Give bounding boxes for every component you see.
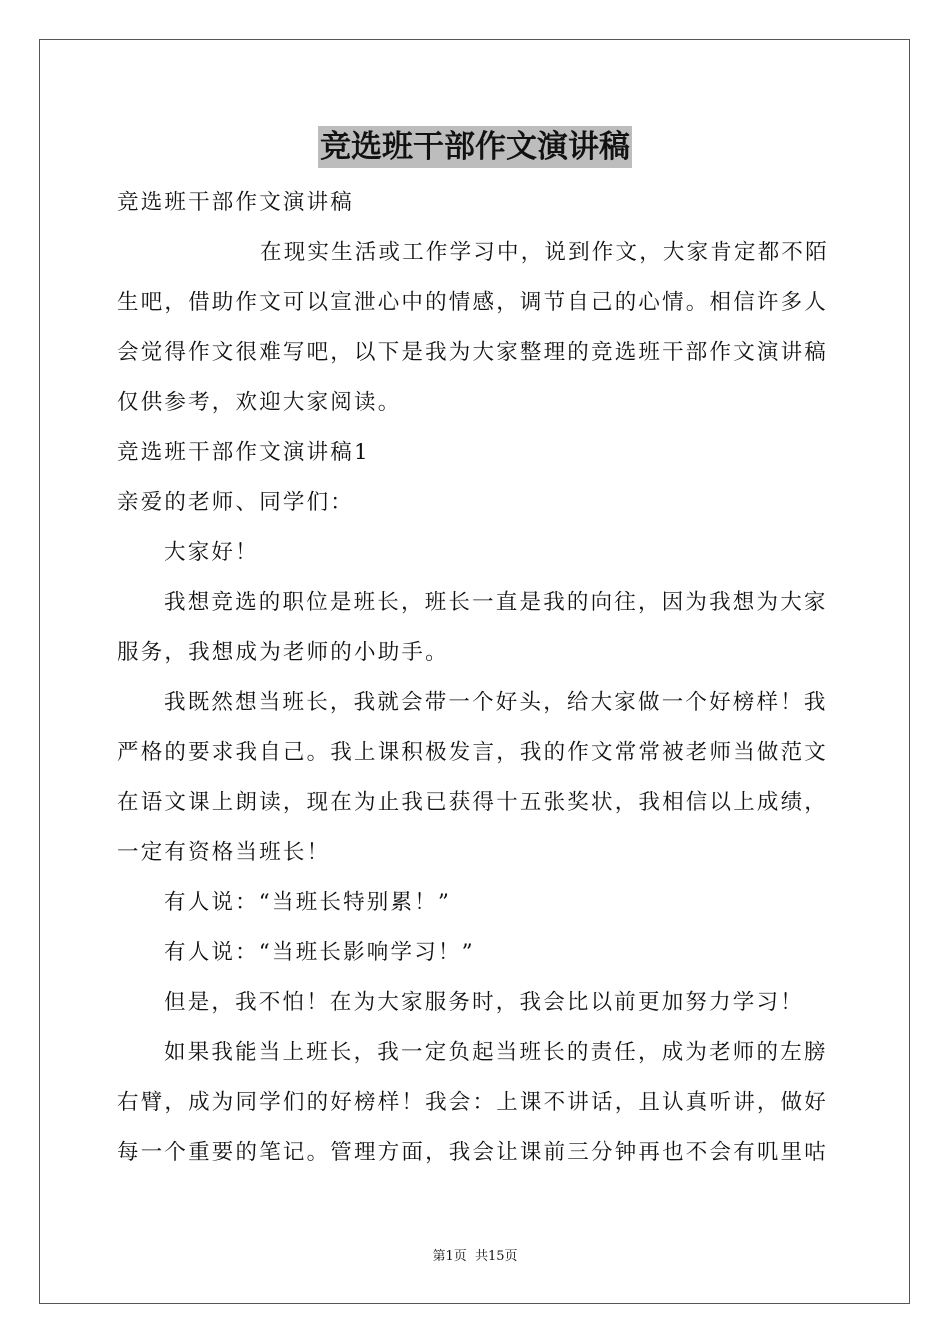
document-title: 竞选班干部作文演讲稿 — [318, 126, 632, 168]
paragraph-line: 有人说：“当班长特别累！” — [164, 890, 452, 915]
paragraph-line: 每一个重要的笔记。管理方面，我会让课前三分钟再也不会有叽里咕 — [117, 1140, 829, 1165]
paragraph-line: 在现实生活或工作学习中，说到作文，大家肯定都不陌 — [260, 240, 829, 265]
subtitle-line: 竞选班干部作文演讲稿 — [117, 190, 355, 215]
paragraph-line: 有人说：“当班长影响学习！” — [164, 940, 475, 965]
paragraph-line: 我既然想当班长，我就会带一个好头，给大家做一个好榜样！我 — [164, 690, 828, 715]
paragraph-line: 右臂，成为同学们的好榜样！我会：上课不讲话，且认真听讲，做好 — [117, 1090, 829, 1115]
paragraph-line: 服务，我想成为老师的小助手。 — [117, 640, 449, 665]
salutation-line: 亲爱的老师、同学们： — [117, 490, 355, 515]
paragraph-line: 但是，我不怕！在为大家服务时，我会比以前更加努力学习！ — [164, 990, 804, 1015]
paragraph-line: 大家好！ — [164, 540, 259, 565]
paragraph-line: 严格的要求我自己。我上课积极发言，我的作文常常被老师当做范文 — [117, 740, 829, 765]
page-footer — [0, 1247, 950, 1267]
paragraph-line: 生吧，借助作文可以宣泄心中的情感，调节自己的心情。相信许多人 — [117, 290, 829, 315]
paragraph-line: 我想竞选的职位是班长，班长一直是我的向往，因为我想为大家 — [164, 590, 828, 615]
paragraph-line: 一定有资格当班长！ — [117, 840, 331, 865]
paragraph-line: 会觉得作文很难写吧，以下是我为大家整理的竞选班干部作文演讲稿 — [117, 340, 829, 365]
section-heading: 竞选班干部作文演讲稿1 — [117, 440, 370, 465]
paragraph-line: 如果我能当上班长，我一定负起当班长的责任，成为老师的左膀 — [164, 1040, 828, 1065]
page-number: 第1页 — [432, 1249, 467, 1264]
paragraph-line: 在语文课上朗读，现在为止我已获得十五张奖状，我相信以上成绩， — [117, 790, 829, 815]
title-container — [0, 126, 950, 168]
page-total: 共15页 — [474, 1249, 518, 1264]
document-body — [117, 178, 833, 1178]
paragraph-line: 仅供参考，欢迎大家阅读。 — [117, 390, 402, 415]
